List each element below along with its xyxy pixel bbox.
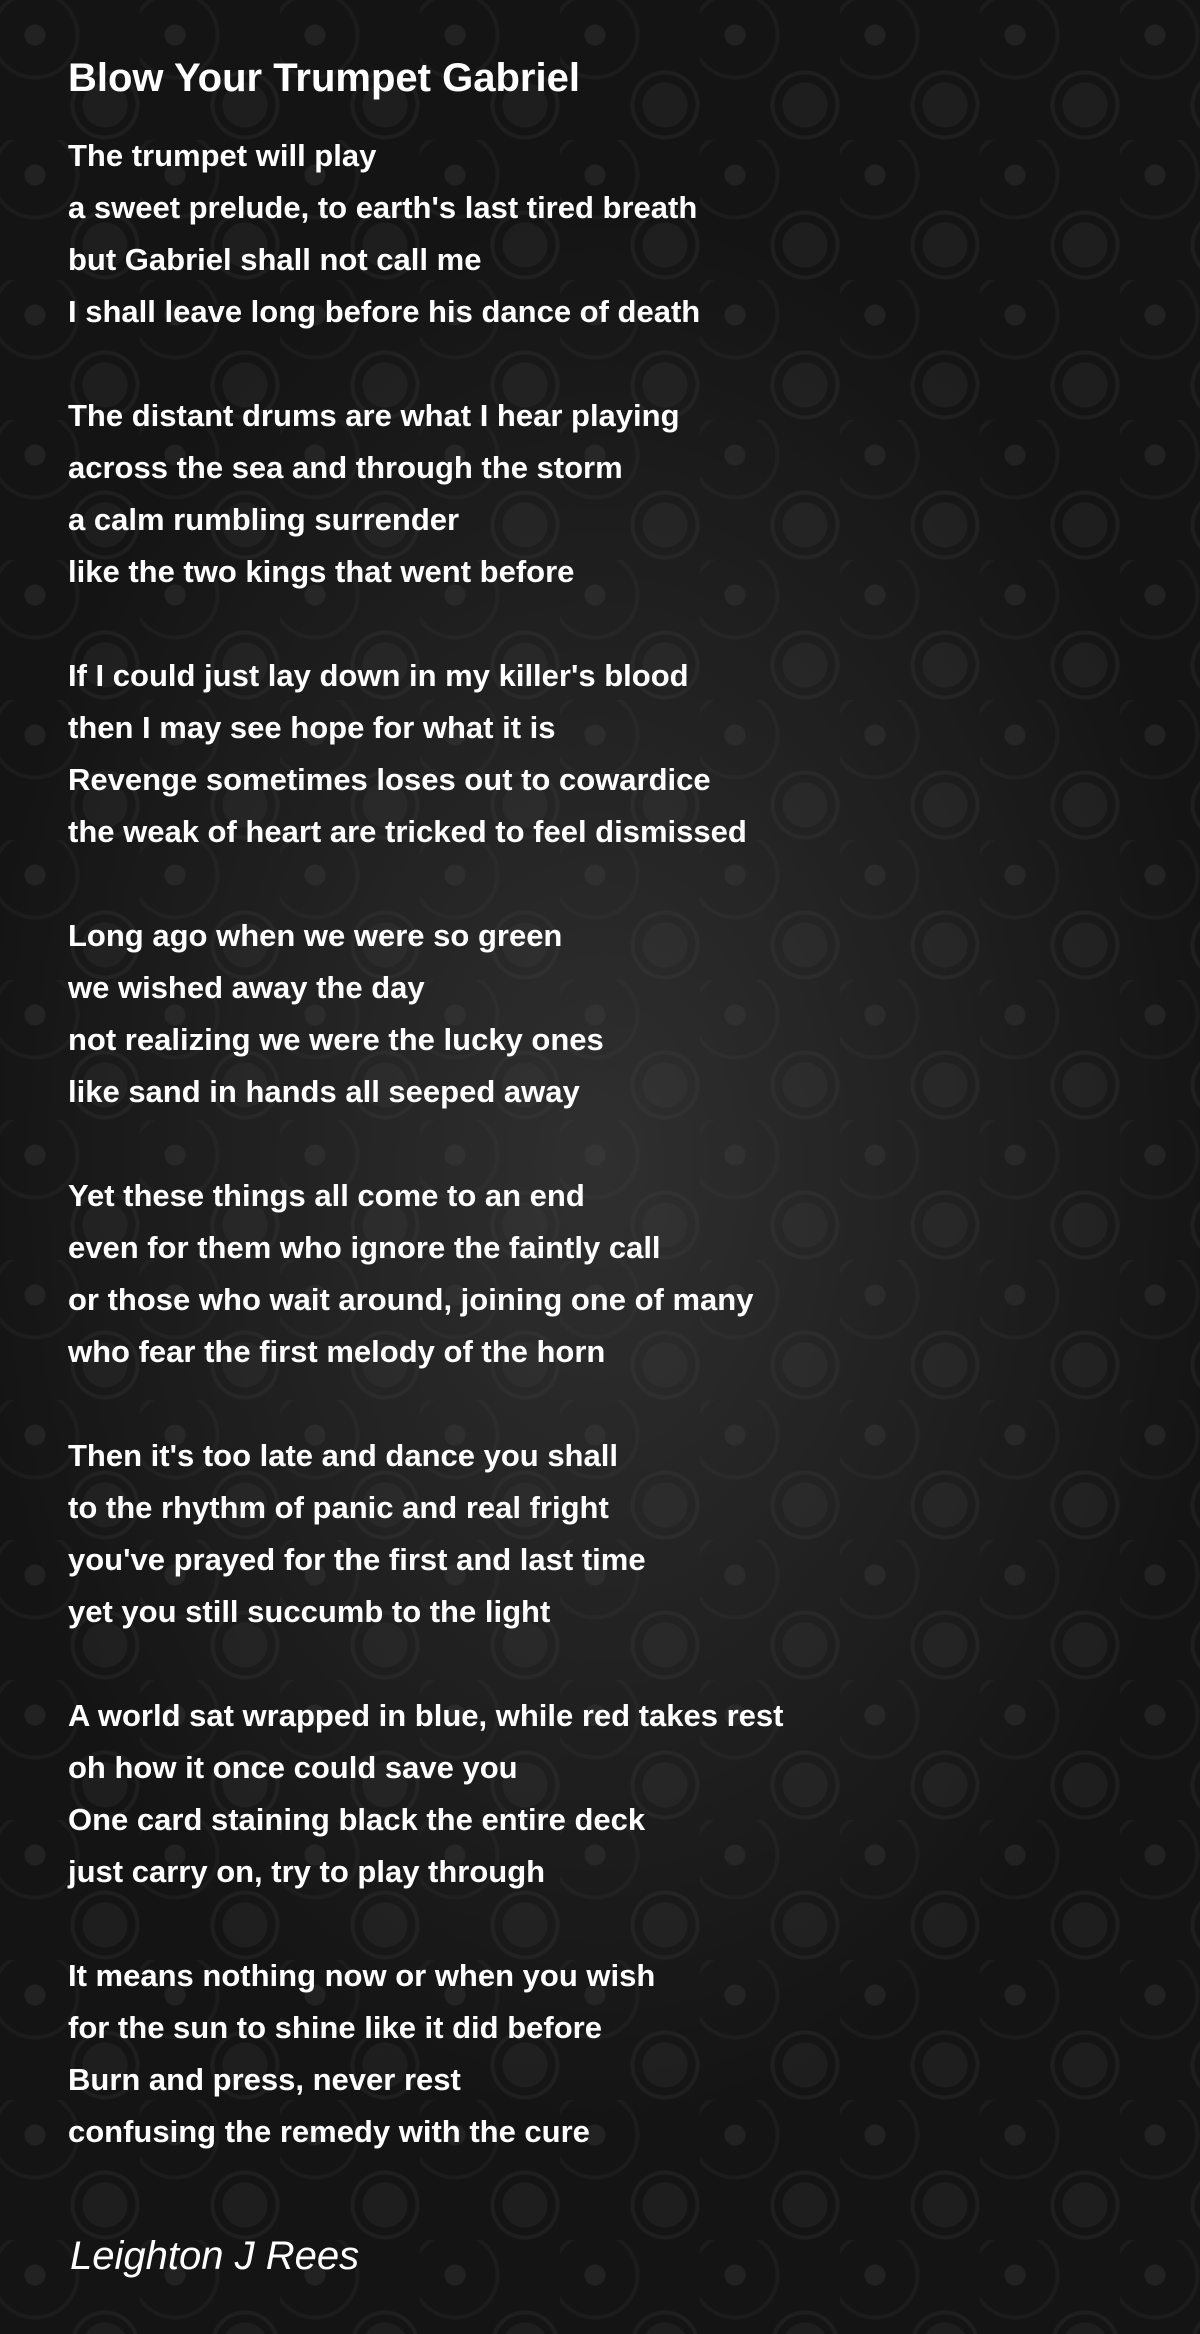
stanza xyxy=(68,910,1148,1118)
poem-line: confusing the remedy with the cure xyxy=(68,2114,590,2149)
poem-line: Long ago when we were so green xyxy=(68,918,563,953)
poem-line: like the two kings that went before xyxy=(68,554,575,589)
poem-line: you've prayed for the first and last time xyxy=(68,1542,646,1577)
poem-line: oh how it once could save you xyxy=(68,1750,518,1785)
poem-line: If I could just lay down in my killer's blood xyxy=(68,658,689,693)
poem-line: for the sun to shine like it did before xyxy=(68,2010,602,2045)
stanza xyxy=(68,390,1148,598)
poem-line: Revenge sometimes loses out to cowardice xyxy=(68,762,711,797)
poem-line: to the rhythm of panic and real fright xyxy=(68,1490,609,1525)
poem-line: not realizing we were the lucky ones xyxy=(68,1022,604,1057)
poem-line: across the sea and through the storm xyxy=(68,450,623,485)
poem-line: Burn and press, never rest xyxy=(68,2062,461,2097)
stanza xyxy=(68,1950,1148,2158)
stanza xyxy=(68,1170,1148,1378)
stanza xyxy=(68,130,1148,338)
poem-line: even for them who ignore the faintly call xyxy=(68,1230,661,1265)
poem-line: a calm rumbling surrender xyxy=(68,502,460,537)
poem-line: we wished away the day xyxy=(68,970,425,1005)
poem-line: who fear the first melody of the horn xyxy=(68,1334,606,1369)
poem-line: a sweet prelude, to earth's last tired breath xyxy=(68,190,698,225)
poem-line: like sand in hands all seeped away xyxy=(68,1074,580,1109)
poem-container xyxy=(68,50,1148,2210)
poem-line: then I may see hope for what it is xyxy=(68,710,556,745)
poem-line: just carry on, try to play through xyxy=(68,1854,546,1889)
poem-line: Yet these things all come to an end xyxy=(68,1178,585,1213)
stanza xyxy=(68,650,1148,858)
poem-line: It means nothing now or when you wish xyxy=(68,1958,656,1993)
poem-author: Leighton J Rees xyxy=(70,2234,360,2278)
poem-line: A world sat wrapped in blue, while red takes rest xyxy=(68,1698,784,1733)
stanza xyxy=(68,1430,1148,1638)
stanza xyxy=(68,1690,1148,1898)
poem-line: yet you still succumb to the light xyxy=(68,1594,551,1629)
poem-title: Blow Your Trumpet Gabriel xyxy=(68,56,580,100)
poem-line: The trumpet will play xyxy=(68,138,377,173)
poem-line: One card staining black the entire deck xyxy=(68,1802,646,1837)
poem-line: The distant drums are what I hear playing xyxy=(68,398,680,433)
poem-line: the weak of heart are tricked to feel dismissed xyxy=(68,814,747,849)
poem-line: but Gabriel shall not call me xyxy=(68,242,482,277)
poem-line: I shall leave long before his dance of death xyxy=(68,294,701,329)
poem-line: or those who wait around, joining one of many xyxy=(68,1282,754,1317)
poem-line: Then it's too late and dance you shall xyxy=(68,1438,618,1473)
